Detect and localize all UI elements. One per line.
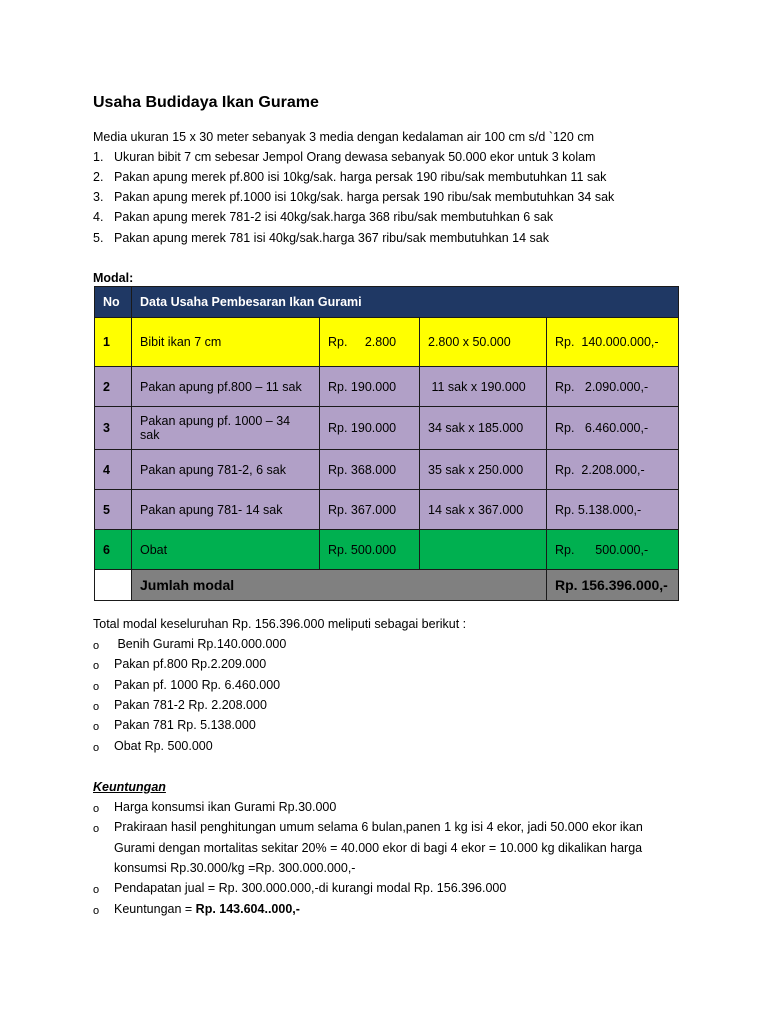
header-no: No	[95, 287, 132, 318]
row-item: Pakan apung 781- 14 sak	[132, 490, 320, 530]
row-item: Bibit ikan 7 cm	[132, 318, 320, 367]
row-total: Rp. 140.000.000,-	[547, 318, 679, 367]
total-blank-cell	[95, 570, 132, 601]
keuntungan-item: Prakiraan hasil penghitungan umum selama 6 bulan,panen 1 kg isi 4 ekor, jadi 50.000 ekor ikan	[114, 820, 643, 834]
row-total: Rp. 2.090.000,-	[547, 367, 679, 407]
row-price: Rp. 368.000	[320, 450, 420, 490]
row-no: 4	[95, 450, 132, 490]
modal-heading: Modal:	[93, 271, 134, 285]
list-item: Pakan apung merek 781 isi 40kg/sak.harga 367 ribu/sak membutuhkan 14 sak	[114, 231, 549, 245]
list-number: 4.	[93, 210, 104, 224]
keuntungan-heading: Keuntungan	[93, 780, 166, 794]
table-row	[95, 318, 679, 367]
modal-table	[94, 286, 679, 601]
row-item: Pakan apung 781-2, 6 sak	[132, 450, 320, 490]
summary-item: Pakan 781 Rp. 5.138.000	[114, 718, 256, 732]
keuntungan-item	[114, 901, 300, 917]
intro-text: Media ukuran 15 x 30 meter sebanyak 3 media dengan kedalaman air 100 cm s/d `120 cm	[93, 130, 594, 144]
row-no: 2	[95, 367, 132, 407]
row-calc	[420, 530, 547, 570]
bullet-icon: o	[93, 905, 100, 917]
row-item: Pakan apung pf. 1000 – 34 sak	[132, 407, 320, 450]
row-price: Rp. 367.000	[320, 490, 420, 530]
keuntungan-value: Rp. 143.604..000,-	[195, 902, 300, 916]
row-no: 6	[95, 530, 132, 570]
bullet-icon: o	[93, 640, 100, 652]
table-row	[95, 530, 679, 570]
row-total: Rp. 5.138.000,-	[547, 490, 679, 530]
page-title: Usaha Budidaya Ikan Gurame	[93, 94, 319, 111]
total-label: Jumlah modal	[132, 570, 547, 601]
bullet-icon: o	[93, 823, 100, 835]
bullet-icon: o	[93, 701, 100, 713]
row-calc: 34 sak x 185.000	[420, 407, 547, 450]
row-no: 5	[95, 490, 132, 530]
row-no: 1	[95, 318, 132, 367]
table-total-row	[95, 570, 679, 601]
summary-intro: Total modal keseluruhan Rp. 156.396.000 meliputi sebagai berikut :	[93, 617, 467, 631]
table-row	[95, 367, 679, 407]
summary-item: Pakan pf.800 Rp.2.209.000	[114, 657, 267, 671]
table-row	[95, 490, 679, 530]
list-item: Ukuran bibit 7 cm sebesar Jempol Orang dewasa sebanyak 50.000 ekor untuk 3 kolam	[114, 150, 596, 164]
keuntungan-item-continued: konsumsi Rp.30.000/kg =Rp. 300.000.000,-	[114, 861, 356, 875]
bullet-icon: o	[93, 803, 100, 815]
summary-item: Pakan 781-2 Rp. 2.208.000	[114, 698, 267, 712]
row-price: Rp. 190.000	[320, 407, 420, 450]
header-title: Data Usaha Pembesaran Ikan Gurami	[132, 287, 679, 318]
bullet-icon: o	[93, 660, 100, 672]
row-item: Pakan apung pf.800 – 11 sak	[132, 367, 320, 407]
summary-item: Obat Rp. 500.000	[114, 739, 213, 753]
total-value: Rp. 156.396.000,-	[547, 570, 679, 601]
row-price: Rp. 2.800	[320, 318, 420, 367]
row-total: Rp. 6.460.000,-	[547, 407, 679, 450]
row-calc: 35 sak x 250.000	[420, 450, 547, 490]
row-calc: 14 sak x 367.000	[420, 490, 547, 530]
bullet-icon: o	[93, 742, 100, 754]
bullet-icon: o	[93, 681, 100, 693]
summary-item: Benih Gurami Rp.140.000.000	[114, 637, 287, 651]
bullet-icon: o	[93, 721, 100, 733]
list-item: Pakan apung merek pf.1000 isi 10kg/sak. harga persak 190 ribu/sak membutuhkan 34 sak	[114, 190, 615, 204]
list-item: Pakan apung merek 781-2 isi 40kg/sak.harga 368 ribu/sak membutuhkan 6 sak	[114, 210, 554, 224]
list-number: 3.	[93, 190, 104, 204]
bullet-icon: o	[93, 884, 100, 896]
table-row	[95, 407, 679, 450]
table-row	[95, 450, 679, 490]
list-number: 2.	[93, 170, 104, 184]
list-item: Pakan apung merek pf.800 isi 10kg/sak. harga persak 190 ribu/sak membutuhkan 11 sak	[114, 170, 607, 184]
keuntungan-label: Keuntungan =	[114, 902, 196, 916]
row-price: Rp. 500.000	[320, 530, 420, 570]
row-calc: 11 sak x 190.000	[420, 367, 547, 407]
list-number: 5.	[93, 231, 104, 245]
table-header-row	[95, 287, 679, 318]
summary-item: Pakan pf. 1000 Rp. 6.460.000	[114, 678, 281, 692]
row-no: 3	[95, 407, 132, 450]
keuntungan-item-continued: Gurami dengan mortalitas sekitar 20% = 40.000 ekor di bagi 4 ekor = 10.000 kg dikalikan harga	[114, 841, 643, 855]
row-total: Rp. 500.000,-	[547, 530, 679, 570]
row-price: Rp. 190.000	[320, 367, 420, 407]
keuntungan-item: Pendapatan jual = Rp. 300.000.000,-di kurangi modal Rp. 156.396.000	[114, 881, 507, 895]
row-total: Rp. 2.208.000,-	[547, 450, 679, 490]
keuntungan-item: Harga konsumsi ikan Gurami Rp.30.000	[114, 800, 337, 814]
list-number: 1.	[93, 150, 104, 164]
row-calc: 2.800 x 50.000	[420, 318, 547, 367]
row-item: Obat	[132, 530, 320, 570]
